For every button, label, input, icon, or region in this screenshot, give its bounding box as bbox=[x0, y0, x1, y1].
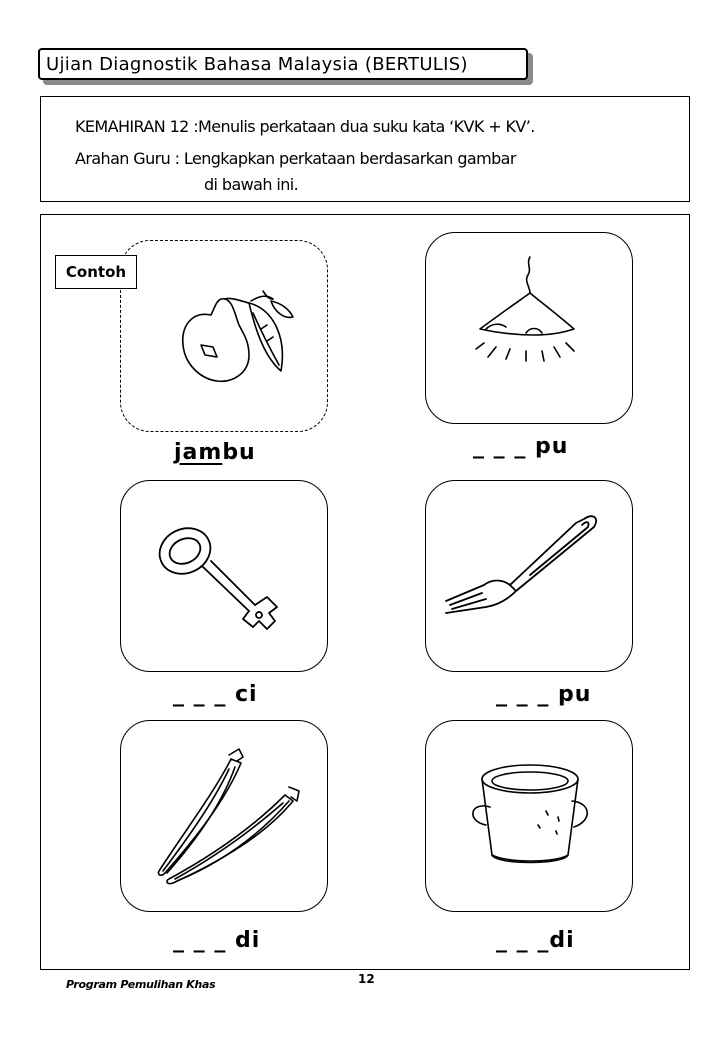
item-word-2 bbox=[173, 682, 258, 707]
blank: _ _ _ bbox=[496, 928, 550, 953]
item-word-1 bbox=[473, 434, 568, 459]
example-answer: jam bbox=[174, 440, 223, 465]
teacher-instruction-line-2: di bawah ini. bbox=[204, 175, 299, 194]
suffix: pu bbox=[534, 434, 569, 459]
bucket-icon bbox=[426, 721, 632, 911]
picture-card-okra bbox=[120, 720, 328, 912]
teacher-instruction-line: Arahan Guru : Lengkapkan perkataan berdasarkan gambar bbox=[75, 149, 516, 168]
suffix: pu bbox=[557, 682, 592, 707]
item-word-5 bbox=[496, 928, 575, 953]
skill-line: KEMAHIRAN 12 :Menulis perkataan dua suku kata ‘KVK + KV’. bbox=[75, 117, 535, 136]
blank: _ _ _ bbox=[173, 682, 235, 707]
suffix: ci bbox=[234, 682, 258, 707]
page-number: 12 bbox=[358, 972, 375, 986]
picture-card-bucket bbox=[425, 720, 633, 912]
suffix: di bbox=[234, 928, 261, 953]
example-label: Contoh bbox=[55, 255, 137, 289]
jambu-fruit-icon bbox=[121, 241, 327, 431]
picture-card-key bbox=[120, 480, 328, 672]
worksheet-title: Ujian Diagnostik Bahasa Malaysia (BERTULIS) bbox=[46, 53, 468, 75]
example-card bbox=[120, 240, 328, 432]
blank: _ _ _ bbox=[496, 682, 558, 707]
item-word-3 bbox=[496, 682, 591, 707]
okra-icon bbox=[121, 721, 327, 911]
blank: _ _ _ bbox=[473, 434, 535, 459]
picture-card-fork bbox=[425, 480, 633, 672]
item-word-4 bbox=[173, 928, 260, 953]
example-word bbox=[174, 440, 256, 465]
lamp-icon bbox=[426, 233, 632, 423]
picture-card-lamp bbox=[425, 232, 633, 424]
blank: _ _ _ bbox=[173, 928, 235, 953]
fork-icon bbox=[426, 481, 632, 671]
instruction-box bbox=[40, 96, 690, 202]
footer-program: Program Pemulihan Khas bbox=[66, 978, 216, 991]
suffix: di bbox=[549, 928, 575, 953]
key-icon bbox=[121, 481, 327, 671]
example-suffix: bu bbox=[222, 440, 256, 465]
worksheet-title-box bbox=[38, 48, 528, 80]
